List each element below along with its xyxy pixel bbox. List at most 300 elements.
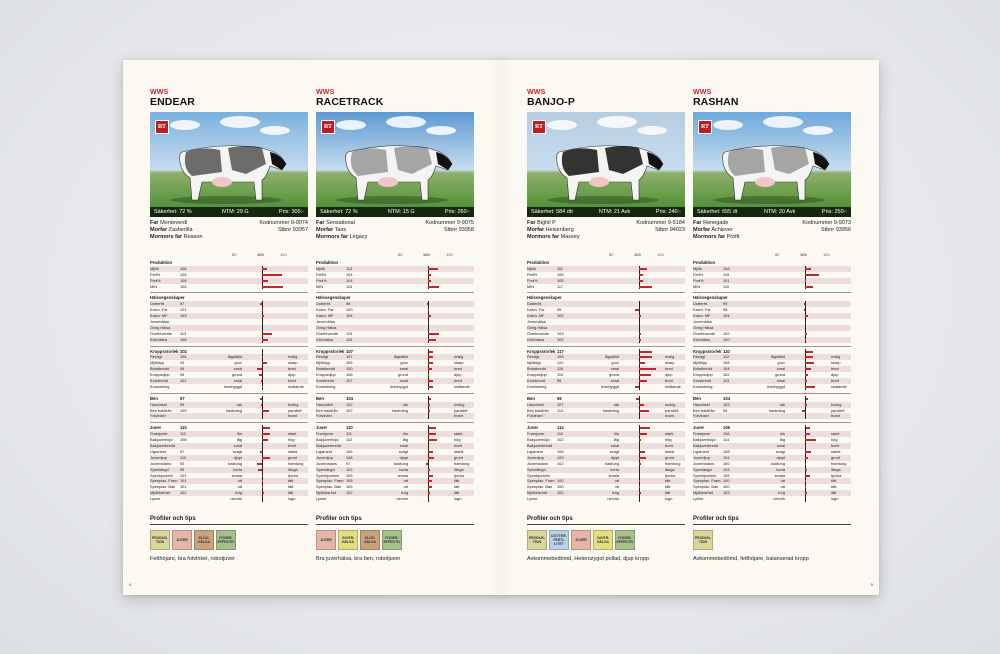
trait-label: Juverhälsa: [527, 319, 546, 325]
trait-high-label: tjocka: [665, 472, 676, 478]
photo-pris: Pris: 260:-: [444, 209, 470, 215]
trait-label: Övrig Hälsa: [316, 324, 337, 330]
trait-value: 102: [723, 372, 730, 378]
trait-low-label: hasbräng: [391, 407, 408, 413]
section-heading-value: 110: [723, 348, 730, 354]
trait-low-label: svagt: [775, 448, 785, 454]
trait-value: 100: [557, 484, 564, 490]
section-heading-value: 110: [180, 425, 187, 431]
pedigree: [316, 220, 474, 241]
trait-bar: [639, 333, 641, 335]
trait-value: 102: [557, 460, 564, 466]
trait-bar: [428, 368, 432, 370]
trait-bar: [262, 286, 283, 288]
section-heading-label: Produktion: [316, 260, 339, 265]
trait-low-label: låg: [402, 437, 408, 443]
trait-high-label: krokig: [665, 401, 676, 407]
tips-badges: [150, 530, 308, 550]
trait-bar: [428, 351, 433, 353]
pedigree-label: Mormors far: [693, 234, 726, 240]
trait-bar: [805, 451, 811, 453]
pedigree-value: Heisenberg: [545, 227, 574, 233]
section-prod: [150, 260, 308, 289]
trait-high-label: bred: [665, 378, 673, 384]
scale-tick: 80: [775, 252, 780, 257]
trait-high-label: parallell: [454, 407, 468, 413]
trait-label: Resligt: [150, 354, 162, 360]
pedigree: [527, 220, 685, 241]
tip-badge: FODER-EFFEKTIV: [615, 530, 635, 550]
trait-bar: [805, 492, 807, 494]
photo-pris: Pris: 305:-: [278, 209, 304, 215]
pedigree-row: [693, 227, 851, 234]
trait-low-label: djupt: [233, 454, 242, 460]
trait-value: 104: [723, 366, 730, 372]
trait-row: [316, 337, 474, 343]
trait-label: Bakjuverhöjd: [150, 437, 173, 443]
scale-tick: 100: [634, 252, 641, 257]
trait-bar: [428, 268, 438, 270]
trait-label: Juverhälsa: [316, 319, 335, 325]
trait-high-label: brant: [288, 413, 297, 419]
trait-label: Spenplac. Fram: [150, 478, 178, 484]
pedigree-value: Sensational: [326, 220, 355, 226]
trait-bar: [639, 351, 652, 353]
trait-low-label: grund: [609, 372, 619, 378]
trait-bar: [428, 309, 429, 311]
trait-bar: [428, 374, 429, 376]
trait-high-label: skarp: [831, 360, 841, 366]
trait-value: 113: [346, 265, 353, 271]
trait-bar: [639, 404, 644, 406]
trait-bar: [262, 339, 268, 341]
trait-low-label: korta: [776, 466, 785, 472]
trait-bar: [639, 315, 641, 317]
trait-label: Framjuver: [150, 431, 168, 437]
trait-value: 110: [346, 336, 353, 342]
trait-bar: [639, 356, 652, 358]
pedigree-row: [527, 234, 685, 241]
photo-pris: Pris: 250:-: [821, 209, 847, 215]
pedigree-mormors_far: [316, 234, 367, 241]
trait-low-label: låg: [779, 437, 785, 443]
page-number-left: 4: [129, 582, 132, 587]
trait-bar: [639, 427, 650, 429]
pedigree-kod: Kodnummer 9-9074: [259, 220, 308, 226]
pedigree-morfar: [527, 227, 574, 234]
trait-label: MIN: [693, 283, 701, 289]
pedigree-value: Bighil P: [537, 220, 556, 226]
trait-label: Hasvinkel: [527, 401, 544, 407]
trait-high-label: grunt: [454, 454, 463, 460]
pedigree-value: Profit: [726, 234, 740, 240]
trait-low-label: baktung: [771, 460, 785, 466]
trait-high-label: bred: [288, 378, 296, 384]
trait-bar: [805, 286, 813, 288]
trait-high-label: bred: [831, 366, 839, 372]
trait-bar: [805, 268, 811, 270]
trait-high-label: lugn: [831, 496, 839, 502]
cow-figure: [162, 130, 292, 215]
trait-bar: [262, 356, 263, 358]
trait-value: 96: [180, 366, 185, 372]
trait-low-label: låg: [613, 437, 619, 443]
trait-high-label: bred: [454, 378, 462, 384]
section-heading-label: Juver: [316, 425, 328, 431]
section-heading-label: Kroppsstorlek: [693, 348, 722, 354]
trait-bar: [805, 362, 814, 364]
trait-bar: [260, 303, 262, 305]
trait-low-label: smala: [608, 472, 619, 478]
trait-bar: [639, 286, 652, 288]
trait-label: Överlevande: [693, 330, 716, 336]
section-heading-label: Kroppsstorlek: [316, 348, 345, 354]
pedigree-kod: Kodnummer 9-9075: [425, 220, 474, 226]
pedigree-value: Achiever: [711, 227, 733, 233]
cloud-shape: [597, 116, 637, 128]
trait-value: 106: [723, 431, 730, 437]
trait-high-label: grunt: [831, 454, 840, 460]
trait-label: Kalvn. Far: [527, 307, 545, 313]
trait-value: 104: [723, 313, 730, 319]
pedigree-value: Legacy: [349, 234, 368, 240]
trait-value: 102: [557, 490, 564, 496]
trait-value: 95: [557, 307, 562, 313]
trait-low-label: lös: [780, 431, 785, 437]
trait-high-label: framtung: [454, 460, 470, 466]
trait-high-label: bred: [288, 366, 296, 372]
trait-value: 110: [180, 454, 187, 460]
trait-bar: [805, 457, 808, 459]
trait-high-label: tjocka: [288, 472, 299, 478]
trait-low-label: smal: [610, 443, 619, 449]
section-divider: [316, 292, 474, 293]
trait-high-label: stark: [831, 431, 840, 437]
bull-card: [316, 89, 474, 562]
trait-bar: [639, 280, 643, 282]
trait-value: 105: [557, 277, 564, 283]
trait-high-label: lätt: [665, 490, 671, 496]
scale-center-line: [262, 413, 263, 419]
section-heading-label: Hälsoegenskaper: [693, 295, 728, 301]
trait-low-label: svagt: [609, 448, 619, 454]
section-divider: [527, 393, 685, 394]
trait-bar: [262, 274, 282, 276]
section-divider: [150, 346, 308, 347]
trait-value: 105: [346, 360, 353, 366]
trait-label: Ben bakifrån: [316, 407, 338, 413]
trait-high-label: framtung: [831, 460, 847, 466]
trait-high-label: lugn: [288, 496, 296, 502]
scale-header: [693, 251, 851, 258]
trait-bar: [428, 404, 430, 406]
section-heading-label: Ben: [316, 395, 324, 401]
trait-low-label: utt: [614, 484, 619, 490]
trait-high-label: brant: [831, 413, 840, 419]
scale-center-line: [639, 413, 640, 419]
trait-value: 100: [346, 307, 353, 313]
trait-high-label: djup: [454, 372, 462, 378]
trait-value: 122: [557, 360, 564, 366]
photo-info-bar: [527, 207, 685, 217]
section-heading-label: Kroppsstorlek: [150, 348, 179, 354]
trait-high-label: långa: [288, 466, 298, 472]
trait-value: 102: [180, 490, 187, 496]
trait-value: 108: [346, 454, 353, 460]
trait-label: Fett%: [150, 271, 161, 277]
trait-value: 99: [180, 401, 185, 407]
trait-bar: [262, 433, 270, 435]
scale-tick: 80: [232, 252, 237, 257]
trait-label: Mjölkbarhet: [316, 490, 337, 496]
pedigree-value: Renegade: [703, 220, 729, 226]
trait-low-label: smal: [233, 366, 242, 372]
trait-bar: [639, 433, 647, 435]
trait-label: Bakjuverbredd: [693, 443, 719, 449]
trait-label: Övrig Hälsa: [693, 324, 714, 330]
trait-low-label: lös: [614, 431, 619, 437]
trait-high-label: krokig: [288, 401, 299, 407]
trait-label: Överlevande: [316, 330, 339, 336]
trait-bar: [805, 368, 811, 370]
section-heading-label: Produktion: [527, 260, 550, 265]
trait-value: 108: [723, 448, 730, 454]
trait-bar: [805, 339, 806, 341]
trait-value: 108: [180, 437, 187, 443]
trait-high-label: starkt: [831, 448, 841, 454]
trait-low-label: smal: [399, 366, 408, 372]
trait-high-label: tjocka: [454, 472, 465, 478]
photo-info-bar: [150, 207, 308, 217]
trait-label: Juverdjup: [527, 454, 544, 460]
pedigree-value: Monteverdi: [160, 220, 188, 226]
trait-high-label: grunt: [665, 454, 674, 460]
trait-low-label: baktung: [394, 460, 408, 466]
section-ben: [316, 396, 474, 420]
trait-value: 95: [180, 466, 185, 472]
trait-bar: [428, 486, 432, 488]
trait-low-label: nervös: [230, 496, 242, 502]
scale-center-line: [805, 413, 806, 419]
profile-tips: [316, 516, 474, 562]
section-halsa: [527, 295, 685, 342]
trait-high-label: tätt: [288, 484, 294, 490]
trait-row: [527, 496, 685, 502]
trait-high-label: starkt: [454, 448, 464, 454]
cloud-shape: [547, 120, 577, 130]
tip-badge: KLÖV-HÄLSA: [194, 530, 214, 550]
trait-value: 103: [180, 313, 187, 319]
bull-photo: [527, 112, 685, 217]
trait-row: [527, 284, 685, 290]
trait-label: Bröstbredd: [693, 366, 713, 372]
trait-low-label: smala: [774, 472, 785, 478]
trait-value: 98: [346, 301, 351, 307]
section-heading-value: 107: [346, 348, 353, 354]
scale-tick: 120: [657, 252, 664, 257]
trait-value: 107: [346, 354, 353, 360]
cow-figure: [328, 130, 458, 215]
trait-value: 113: [180, 330, 187, 336]
trait-value: 111: [557, 265, 563, 271]
scale-center-line: [428, 413, 429, 419]
trait-high-label: stark: [288, 431, 297, 437]
trait-bar: [805, 463, 806, 465]
trait-low-label: grov: [234, 360, 242, 366]
trait-label: Mjölktyp: [316, 360, 331, 366]
pedigree: [150, 220, 308, 241]
trait-bar: [262, 480, 263, 482]
trait-bar: [262, 475, 263, 477]
trait-value: 105: [346, 484, 353, 490]
section-heading-label: Hälsoegenskaper: [527, 295, 562, 301]
trait-high-label: grunt: [288, 454, 297, 460]
trait-label: Juverhälsa: [150, 319, 169, 325]
trait-label: Mjölktyp: [150, 360, 165, 366]
trait-label: Lynne: [316, 496, 327, 502]
trait-high-label: sluttande: [288, 383, 304, 389]
photo-info-bar: [693, 207, 851, 217]
trait-label: Mjölk: [527, 265, 537, 271]
trait-value: 103: [723, 401, 730, 407]
trait-high-label: sluttande: [831, 383, 847, 389]
trait-low-label: utt: [237, 478, 242, 484]
trait-label: Spenlängd: [693, 466, 712, 472]
trait-value: 101: [180, 307, 187, 313]
bull-name: ENDEAR: [150, 96, 195, 108]
trait-value: 101: [180, 472, 187, 478]
trait-label: Ben bakifrån: [150, 407, 172, 413]
trait-value: 98: [180, 372, 185, 378]
trait-value: 103: [723, 490, 730, 496]
trait-low-label: hasbräng: [768, 407, 785, 413]
trait-bar: [639, 451, 645, 453]
cloud-shape: [386, 116, 426, 128]
trait-bar: [805, 475, 810, 477]
trait-bar: [805, 469, 807, 471]
trait-bar: [428, 286, 439, 288]
trait-high-label: djup: [831, 372, 839, 378]
trait-high-label: lugn: [665, 496, 673, 502]
trait-high-label: brant: [665, 413, 674, 419]
cloud-shape: [220, 116, 260, 128]
trait-low-label: korta: [233, 466, 242, 472]
trait-high-label: tätt: [665, 484, 671, 490]
trait-label: Korsbredd: [316, 378, 334, 384]
photo-pris: Pris: 240:-: [655, 209, 681, 215]
breeding-profile: [693, 251, 851, 502]
photo-info-bar: [316, 207, 474, 217]
pedigree-value: Massey: [560, 234, 580, 240]
pedigree-label: Morfar: [150, 227, 168, 233]
trait-bar: [259, 374, 262, 376]
trait-bar: [262, 386, 263, 388]
trait-value: 103: [557, 330, 564, 336]
tip-badge: PRODUK-TION: [693, 530, 713, 550]
trait-value: 104: [723, 454, 730, 460]
photo-sakerhet: Säkerhet: 584 dtr: [531, 209, 574, 215]
cloud-shape: [713, 120, 743, 130]
trait-label: Ligament: [150, 448, 167, 454]
trait-label: Resligt: [316, 354, 328, 360]
trait-bar: [639, 268, 647, 270]
trait-bar: [428, 480, 432, 482]
pedigree-value: Reason: [183, 234, 203, 240]
trait-label: Fotvinkel: [150, 413, 166, 419]
trait-label: Spenplac. Fram: [527, 478, 555, 484]
scale-tick: 100: [257, 252, 264, 257]
trait-bar: [428, 433, 436, 435]
trait-value: 106: [723, 472, 730, 478]
trait-label: Juverbalans: [316, 460, 337, 466]
trait-row: [693, 337, 851, 343]
section-kropp: [150, 349, 308, 390]
trait-label: Spenplac. Fram: [316, 478, 344, 484]
trait-high-label: lätt: [454, 490, 460, 496]
trait-label: Ben bakifrån: [693, 407, 715, 413]
trait-bar: [639, 380, 647, 382]
trait-label: Kroppsdjup: [316, 372, 336, 378]
section-heading-value: 106: [723, 425, 730, 431]
trait-bar: [428, 362, 433, 364]
trait-label: Prot%: [150, 277, 161, 283]
trait-value: 113: [723, 378, 730, 384]
trait-bar: [428, 380, 433, 382]
brochure-spread: [123, 60, 879, 595]
section-heading-label: Juver: [527, 425, 539, 431]
trait-high-label: djup: [288, 372, 296, 378]
trait-label: Ben bakifrån: [527, 407, 549, 413]
trait-bar: [262, 333, 272, 335]
trait-value: 101: [180, 484, 187, 490]
trait-label: Kalvn. MF: [316, 313, 334, 319]
trait-bar: [639, 339, 641, 341]
trait-bar: [805, 280, 806, 282]
trait-label: Fotvinkel: [527, 413, 543, 419]
trait-bar: [805, 315, 808, 317]
trait-low-label: smala: [397, 472, 408, 478]
bull-card: [693, 89, 851, 562]
scale-header: [316, 251, 474, 258]
rt-logo: RT: [532, 120, 546, 134]
tips-heading: Profiler och tips: [527, 516, 685, 525]
pedigree-far: [693, 220, 728, 227]
section-heading-label: Juver: [693, 425, 705, 431]
trait-label: Spenplac. Bak: [527, 484, 553, 490]
trait-label: Kalvn. Far: [150, 307, 168, 313]
trait-high-label: reslig: [288, 354, 298, 360]
trait-label: Spenplac. Bak: [150, 484, 176, 490]
photo-ntm: NTM: 20 Avk: [763, 209, 796, 215]
cloud-shape: [336, 120, 366, 130]
trait-high-label: tätt: [288, 478, 294, 484]
trait-label: Korsbredd: [150, 378, 168, 384]
trait-value: 99: [723, 301, 728, 307]
trait-bar: [257, 368, 262, 370]
trait-low-label: rak: [236, 401, 242, 407]
pedigree-label: Mormors far: [527, 234, 560, 240]
trait-label: Resligt: [693, 354, 705, 360]
trait-label: Korslutning: [150, 383, 170, 389]
trait-high-label: tjocka: [831, 472, 842, 478]
breeding-profile: [150, 251, 308, 502]
trait-value: 106: [346, 472, 353, 478]
pedigree-label: Morfar: [316, 227, 334, 233]
trait-label: MIN: [316, 283, 324, 289]
trait-row: [693, 496, 851, 502]
trait-label: Spenplac. Bak: [693, 484, 719, 490]
trait-high-label: starkt: [665, 448, 675, 454]
